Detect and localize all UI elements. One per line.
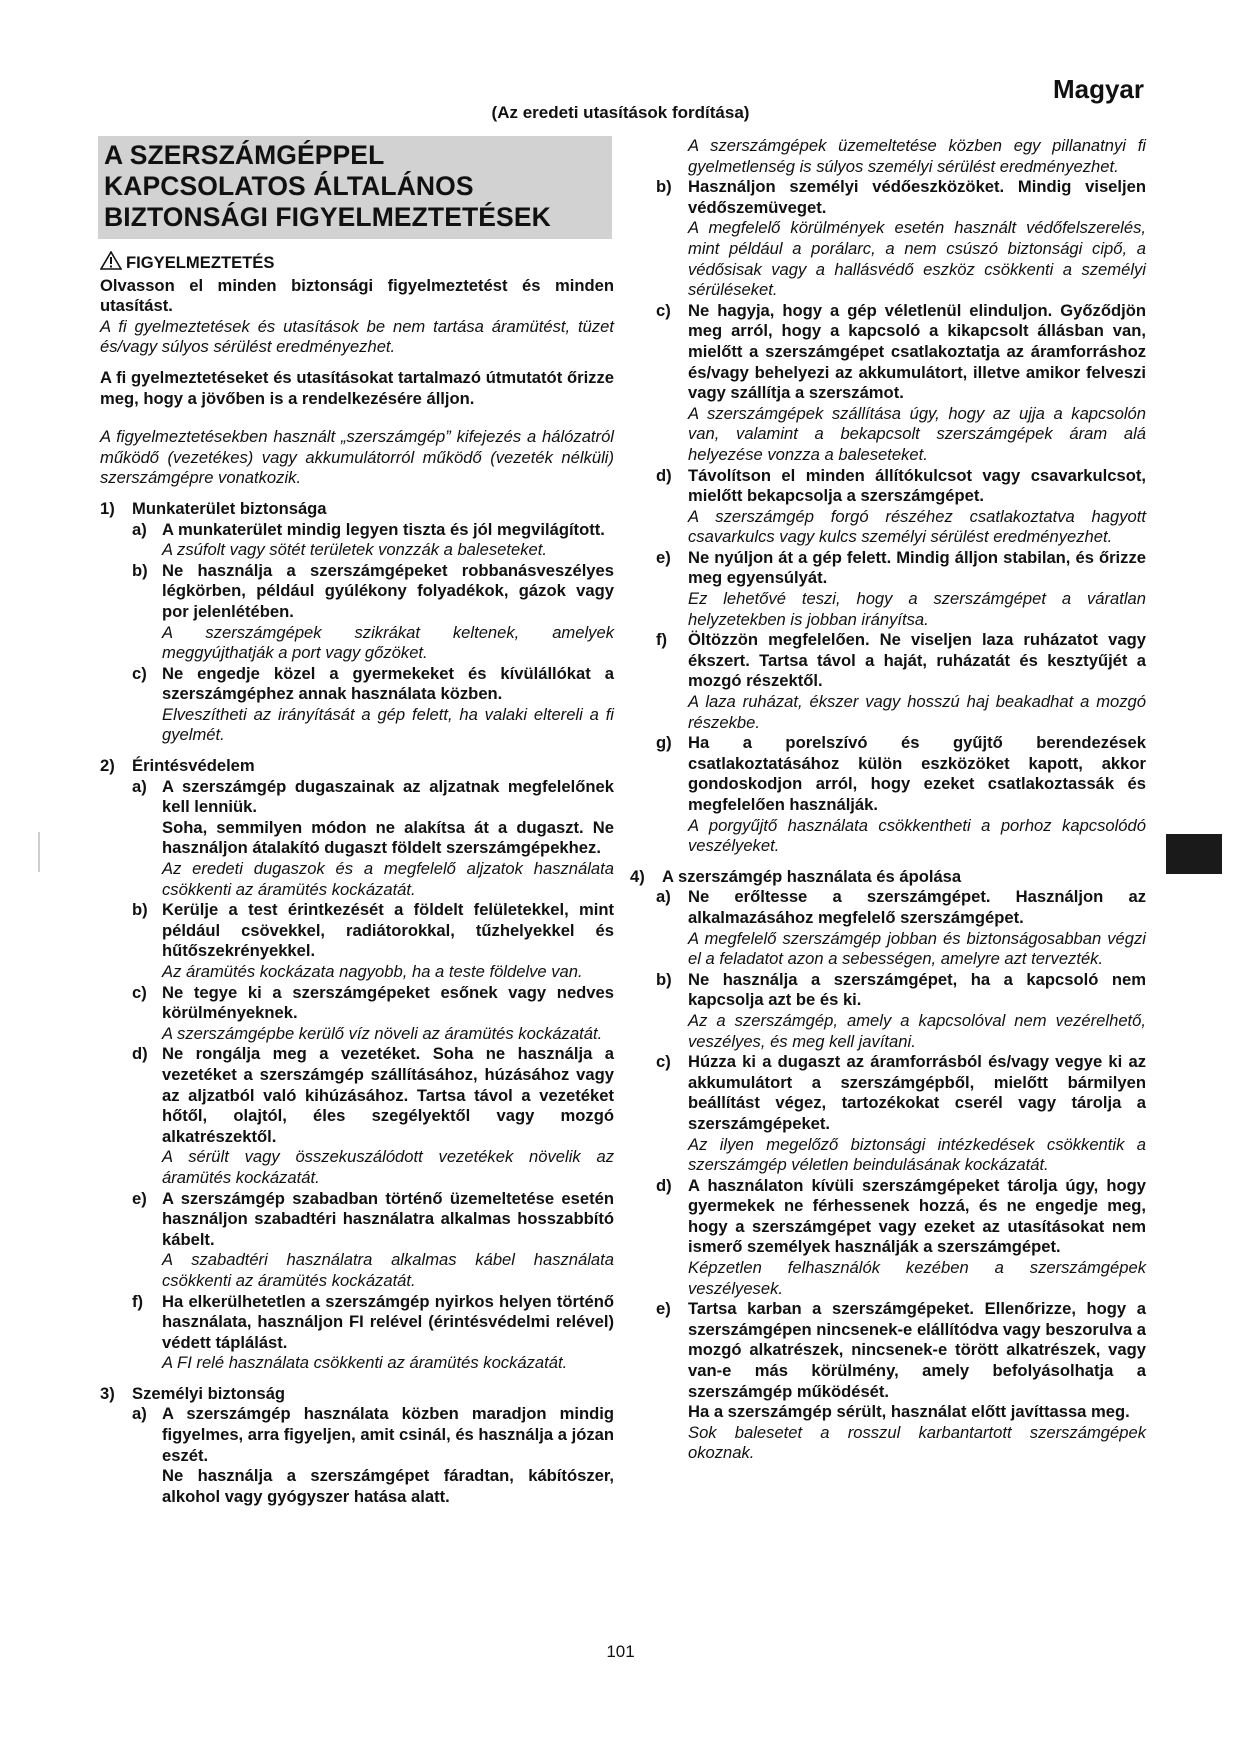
section-3-heading: 3) Személyi biztonság [100, 1383, 286, 1403]
list-item: e) Tartsa karban a szerszámgépeket. Ellenőrizze, hogy a szerszámgépen nincsenek-e elállítódva vagy beszorulva a mozgó alkatrészek, nincsenek-e törött alkatrészek, vagy van-e más körülmény, amely befolyásolhatja a szerszámgép működését. Ha a szerszámgép sérült, használat előtt javíttassa meg. Sok balesetet a rosszul karbantartott szerszámgépek okoznak. [656, 1299, 1146, 1463]
list-item: a) A szerszámgép használata közben maradjon mindig figyelmes, arra figyeljen, amit csinál, és használja a józan eszét. Ne használja a szerszámgépet fáradtan, kábítószer, alkohol vagy gyógyszer hatása alatt. [132, 1404, 614, 1506]
list-item: e) A szerszámgép szabadban történő üzemeltetése esetén használjon szabadtéri használatra alkalmas hosszabbító kábelt. A szabadtéri használatra alkalmas kábel használata csökkenti az áramütés kockázatát. [132, 1188, 614, 1290]
list-item: d) Távolítson el minden állítókulcsot vagy csavarkulcsot, mielőtt bekapcsolja a szerszámgépet. A szerszámgép forgó részéhez csatlakoztatva hagyott csavarkulcs vagy kulcs személyi sérülést eredményezhet. [656, 465, 1146, 547]
list-item: d) A használaton kívüli szerszámgépeket tárolja úgy, hogy gyermekek ne férhessenek hozzá, és ne engedje meg, hogy a szerszámgépet vagy ezeket az utasításokat nem ismerő személyek használják a szerszámgépet. Képzetlen felhasználók kezében a szerszámgépek veszélyesek. [656, 1175, 1146, 1298]
section-2-heading: 2) Érintésvédelem [100, 756, 255, 776]
keep-instructions: A fi gyelmeztetéseket és utasításokat tartalmazó útmutatót őrizze meg, hogy a jövőben is a rendelkezésére álljon. [100, 367, 614, 408]
title-line-2: KAPCSOLATOS ÁLTALÁNOS [104, 171, 474, 201]
list-item: b) Használjon személyi védőeszközöket. Mindig viseljen védőszemüveget. A megfelelő körülmények esetén használt védőfelszerelés, mint például a porálarc, a nem csúszó biztonsági cipő, a védősisak vagy a hallásvédő eszköz csökkenti a személyi sérüléseket. [656, 177, 1146, 300]
warning-triangle-icon [100, 251, 122, 276]
intro-italic: A fi gyelmeztetések és utasítások be nem tartása áramütést, tüzet és/vagy súlyos sérülést eredményezhet. [100, 316, 614, 357]
warning-heading [100, 251, 614, 276]
list-item: c) Ne engedje közel a gyermekeket és kívülállókat a szerszámgéphez annak használata közben. Elveszítheti az irányítását a gép felett, ha valaki eltereli a fi gyelmét. [132, 663, 614, 745]
continued-note: A szerszámgépek üzemeltetése közben egy pillanatnyi fi gyelmetlenség is súlyos személyi sérülést eredményezhet. [688, 136, 1146, 176]
language-label: Magyar [1052, 74, 1144, 104]
list-item: c) Ne tegye ki a szerszámgépeket esőnek vagy nedves körülményeknek. A szerszámgépbe kerülő víz növeli az áramütés kockázatát. [132, 982, 614, 1043]
title-line-3: BIZTONSÁGI FIGYELMEZTETÉSEK [104, 202, 551, 232]
warning-label: FIGYELMEZTETÉS [126, 253, 275, 272]
list-item: b) Ne használja a szerszámgépeket robbanásveszélyes légkörben, például gyúlékony folyadékok, gázok vagy por jelenlétében. A szerszámgépek szikrákat keltenek, amelyek meggyújthatják a port vagy gőzöket. [132, 560, 614, 663]
list-item: b) Kerülje a test érintkezését a földelt felületekkel, mint például csövekkel, radiátorokkal, tűzhelyekkel és hűtőszekrényekkel. Az áramütés kockázata nagyobb, ha a teste földelve van. [132, 900, 614, 981]
section-4-heading: 4) A szerszámgép használata és ápolása [630, 866, 962, 886]
list-item: f) Öltözzön megfelelően. Ne viseljen laza ruházatot vagy ékszert. Tartsa távol a haját, ruházatát és kesztyűjét a mozgó részektől. A laza ruházat, ékszer vagy hosszú haj beakadhat a mozgó részekbe. [656, 630, 1146, 732]
term-note: A figyelmeztetésekben használt „szerszámgép” kifejezés a hálózatról működő (vezetékes) vagy akkumulátorról működő (vezeték nélküli) szerszámgépre vonatkozik. [100, 427, 614, 488]
section-tab-marker [1166, 834, 1222, 874]
margin-mark [38, 832, 40, 872]
list-item: e) Ne nyúljon át a gép felett. Mindig álljon stabilan, és őrizze meg egyensúlyát. Ez lehetővé teszi, hogy a szerszámgépet a váratlan helyzetekben is jobban irányítsa. [656, 547, 1146, 629]
list-item: g) Ha a porelszívó és gyűjtő berendezések csatlakoztatásához külön eszközöket kapott, akkor gondoskodjon arról, hogy ezeket csatlakoztassák és megfelelően használják. A porgyűjtő használata csökkentheti a porhoz kapcsolódó veszélyeket. [656, 733, 1146, 856]
translation-subtitle: (Az eredeti utasítások fordítása) [491, 103, 750, 122]
list-item: b) Ne használja a szerszámgépet, ha a kapcsoló nem kapcsolja azt be és ki. Az a szerszámgép, amely a kapcsolóval nem vezérelhető, veszélyes, és meg kell javítani. [656, 969, 1146, 1051]
section-1-heading: 1) Munkaterület biztonsága [100, 498, 327, 518]
title-line-1: A SZERSZÁMGÉPPEL [104, 140, 385, 170]
list-item: d) Ne rongálja meg a vezetéket. Soha ne használja a vezetéket a szerszámgép szállításához, húzásához vagy az aljzatból való kihúzásához. Tartsa távol a vezetéket hőtől, olajtól, éles szegélyektől vagy mozgó alkatrészektől. A sérült vagy összekuszálódott vezetékek növelik az áramütés kockázatát. [132, 1044, 614, 1187]
page-number: 101 [606, 1642, 635, 1661]
list-item: f) Ha elkerülhetetlen a szerszámgép nyirkos helyen történő használata, használjon FI relével (érintésvédelmi relével) védett táplálást. A FI relé használata csökkenti az áramütés kockázatát. [132, 1291, 614, 1373]
title-box [98, 136, 612, 239]
list-item: a) Ne erőltesse a szerszámgépet. Használjon az alkalmazásához megfelelő szerszámgépet. A megfelelő szerszámgép jobban és biztonságosabban végzi el a feladatot azon a sebességen, amelyre azt tervezték. [656, 887, 1146, 969]
list-item: a) A munkaterület mindig legyen tiszta és jól megvilágított. A zsúfolt vagy sötét területek vonzzák a baleseteket. [132, 519, 605, 560]
list-item: a) A szerszámgép dugaszainak az aljzatnak megfelelőnek kell lenniük. Soha, semmilyen módon ne alakítsa át a dugaszt. Ne használjon átalakító dugaszt földelt szerszámgépekhez. Az eredeti dugaszok és a megfelelő aljzatok használata csökkenti az áramütés kockázatát. [132, 776, 614, 899]
list-item: c) Ne hagyja, hogy a gép véletlenül elinduljon. Győződjön meg arról, hogy a kapcsoló a kikapcsolt állásban van, mielőtt a szerszámgépet csatlakoztatja az áramforráshoz és/vagy behelyezi az akkumulátort, illetve amikor felveszi vagy szállítja a szerszámot. A szerszámgépek szállítása úgy, hogy az ujja a kapcsolón van, valamint a bekapcsolt szerszámgépek áram alá helyezése vonzza a baleseteket. [656, 300, 1146, 464]
list-item: c) Húzza ki a dugaszt az áramforrásból és/vagy vegye ki az akkumulátort a szerszámgépből, mielőtt bármilyen beállítást végez, tartozékokat cserél vagy tárolja a szerszámgépeket. Az ilyen megelőző biztonsági intézkedések csökkentik a szerszámgép véletlen beindulásának kockázatát. [656, 1052, 1146, 1175]
intro-bold: Olvasson el minden biztonsági figyelmeztetést és minden utasítást. [100, 275, 614, 316]
left-column [100, 136, 614, 1507]
right-column [630, 136, 1146, 1464]
